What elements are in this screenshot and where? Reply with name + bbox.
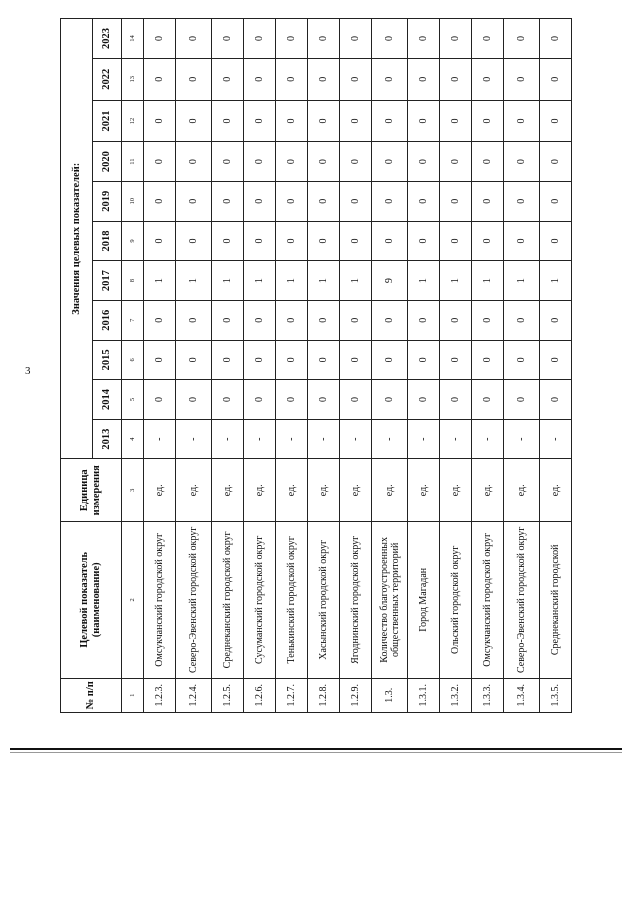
row-value: 0 [340,181,372,221]
row-value: 0 [340,58,372,100]
column-number: 3 [122,459,144,522]
row-unit: ед. [244,459,276,522]
row-value: 0 [408,300,440,340]
row-value: 0 [212,100,244,142]
year-header: 2018 [93,221,122,261]
year-header: 2016 [93,300,122,340]
row-value: - [504,419,540,459]
table-row [408,19,440,713]
row-value: 0 [276,58,308,100]
row-value: 0 [308,181,340,221]
row-value: 0 [472,100,504,142]
table-row [244,19,276,713]
row-value: 0 [408,340,440,380]
year-header: 2022 [93,58,122,100]
row-value: 0 [504,300,540,340]
column-number: 4 [122,419,144,459]
year-header: 2017 [93,261,122,301]
row-value: 0 [540,221,572,261]
column-number-row [122,19,144,713]
row-value: 0 [340,142,372,182]
row-value: 0 [212,340,244,380]
row-value: 0 [440,340,472,380]
table-row [144,19,176,713]
row-unit: ед. [340,459,372,522]
row-number: 1.3.4. [504,678,540,712]
page-number: 3 [25,365,31,377]
row-value: 0 [340,380,372,420]
row-value: - [212,419,244,459]
row-value: 0 [540,181,572,221]
row-value: 0 [212,19,244,59]
row-value: 0 [308,58,340,100]
row-value: 1 [276,261,308,301]
row-value: 0 [408,221,440,261]
row-value: 0 [308,100,340,142]
row-value: 0 [308,221,340,261]
row-value: 0 [176,58,212,100]
row-number: 1.2.6. [244,678,276,712]
row-number: 1.2.7. [276,678,308,712]
row-value: - [276,419,308,459]
row-value: 0 [340,340,372,380]
row-value: 0 [276,181,308,221]
column-number: 5 [122,380,144,420]
table-row [176,19,212,713]
row-value: 0 [276,221,308,261]
row-value: - [372,419,408,459]
row-value: 0 [212,58,244,100]
year-header: 2013 [93,419,122,459]
row-value: 0 [212,380,244,420]
row-value: 0 [472,221,504,261]
row-value: 0 [308,19,340,59]
row-value: 0 [244,300,276,340]
table-row [440,19,472,713]
row-value: 0 [276,142,308,182]
row-value: 0 [504,340,540,380]
bottom-rule [10,748,622,750]
rotated-table-container [60,18,560,713]
row-name: Омсукчанский городской округ [144,522,176,679]
header-indicator: Целевой показатель (наименование) [61,522,122,679]
header-num: № п/п [61,678,122,712]
row-value: 0 [372,19,408,59]
row-value: 1 [540,261,572,301]
row-value: 0 [372,100,408,142]
column-number: 12 [122,100,144,142]
column-number: 1 [122,678,144,712]
row-value: 0 [440,100,472,142]
row-value: 0 [276,300,308,340]
row-value: 0 [144,58,176,100]
row-value: 0 [440,221,472,261]
row-value: 0 [440,300,472,340]
header-unit: Единица измерения [61,459,122,522]
row-value: 0 [504,380,540,420]
row-value: 0 [372,221,408,261]
row-value: - [540,419,572,459]
row-unit: ед. [308,459,340,522]
row-value: 0 [540,58,572,100]
row-value: 0 [504,221,540,261]
row-value: 0 [276,100,308,142]
row-name: Тенькинский городской округ [276,522,308,679]
row-number: 1.2.4. [176,678,212,712]
row-value: 0 [308,142,340,182]
row-value: 0 [440,58,472,100]
row-name: Северо-Эвенский городской округ [504,522,540,679]
row-value: 1 [308,261,340,301]
row-value: 0 [144,380,176,420]
row-unit: ед. [440,459,472,522]
row-number: 1.3.5. [540,678,572,712]
row-unit: ед. [144,459,176,522]
row-value: 0 [340,19,372,59]
row-number: 1.3.1. [408,678,440,712]
row-value: 0 [244,100,276,142]
row-value: 0 [176,340,212,380]
row-unit: ед. [504,459,540,522]
row-value: 0 [340,100,372,142]
row-value: 0 [540,300,572,340]
row-value: 0 [176,19,212,59]
row-value: 0 [504,142,540,182]
row-value: - [144,419,176,459]
row-unit: ед. [372,459,408,522]
row-value: 0 [340,221,372,261]
row-value: - [408,419,440,459]
row-value: 0 [144,221,176,261]
row-value: 0 [540,380,572,420]
row-value: 0 [144,181,176,221]
row-value: 0 [276,340,308,380]
row-value: 0 [144,340,176,380]
row-value: 0 [144,142,176,182]
row-value: 1 [176,261,212,301]
row-number: 1.3. [372,678,408,712]
row-value: 0 [408,181,440,221]
table-row [212,19,244,713]
column-number: 9 [122,221,144,261]
row-value: 1 [212,261,244,301]
row-value: 0 [540,142,572,182]
table-row [472,19,504,713]
row-unit: ед. [176,459,212,522]
year-header: 2020 [93,142,122,182]
row-name: Город Магадан [408,522,440,679]
row-value: 0 [540,19,572,59]
row-number: 1.2.5. [212,678,244,712]
row-name: Среднеканский городской [540,522,572,679]
row-value: 0 [176,181,212,221]
row-value: 0 [408,380,440,420]
row-value: 0 [244,19,276,59]
row-value: 1 [440,261,472,301]
row-value: 0 [372,181,408,221]
row-value: 0 [408,58,440,100]
row-value: 0 [440,142,472,182]
column-number: 13 [122,58,144,100]
year-header: 2015 [93,340,122,380]
row-value: - [440,419,472,459]
row-value: 0 [144,100,176,142]
row-value: 0 [472,380,504,420]
bottom-rule-thin [10,752,622,753]
row-value: - [340,419,372,459]
row-value: 1 [408,261,440,301]
row-number: 1.3.2. [440,678,472,712]
row-number: 1.3.3. [472,678,504,712]
column-number: 14 [122,19,144,59]
table-row [276,19,308,713]
row-number: 1.2.3. [144,678,176,712]
row-number: 1.2.8. [308,678,340,712]
row-name: Количество благоустроенных общественных территорий [372,522,408,679]
table-row [504,19,540,713]
row-name: Среднеканский городской округ [212,522,244,679]
header-values-group: Значения целевых показателей: [61,19,93,459]
row-value: 0 [372,340,408,380]
row-value: 0 [308,300,340,340]
row-value: 0 [308,380,340,420]
row-value: 0 [176,100,212,142]
row-value: - [176,419,212,459]
row-value: 0 [212,142,244,182]
row-value: 0 [144,300,176,340]
row-value: 0 [244,58,276,100]
row-value: 0 [176,380,212,420]
row-value: 1 [244,261,276,301]
column-number: 11 [122,142,144,182]
column-number: 8 [122,261,144,301]
row-value: 0 [212,181,244,221]
row-name: Ягоднинский городской округ [340,522,372,679]
row-value: 1 [144,261,176,301]
row-value: 0 [308,340,340,380]
row-value: 0 [440,380,472,420]
row-value: 0 [372,58,408,100]
row-value: 0 [472,181,504,221]
row-value: 0 [372,380,408,420]
year-header: 2019 [93,181,122,221]
row-value: 0 [472,19,504,59]
row-value: 0 [176,221,212,261]
row-value: 0 [212,221,244,261]
row-value: 0 [176,142,212,182]
row-name: Ольский городской округ [440,522,472,679]
row-unit: ед. [408,459,440,522]
row-value: 0 [244,340,276,380]
row-unit: ед. [276,459,308,522]
row-value: 0 [244,142,276,182]
row-value: 0 [472,58,504,100]
row-value: 0 [144,19,176,59]
row-value: 0 [408,100,440,142]
row-value: 9 [372,261,408,301]
row-value: 0 [504,181,540,221]
row-value: 0 [440,181,472,221]
column-number: 6 [122,340,144,380]
row-name: Северо-Эвенский городской округ [176,522,212,679]
row-value: 0 [244,181,276,221]
row-value: 0 [276,19,308,59]
row-unit: ед. [472,459,504,522]
row-value: 0 [372,300,408,340]
row-value: 1 [472,261,504,301]
row-number: 1.2.9. [340,678,372,712]
table-body [144,19,572,713]
row-name: Хасынский городской округ [308,522,340,679]
row-value: 1 [504,261,540,301]
column-number: 2 [122,522,144,679]
row-value: 0 [472,300,504,340]
row-value: 0 [540,340,572,380]
row-value: 0 [440,19,472,59]
row-value: 0 [408,19,440,59]
column-number: 10 [122,181,144,221]
row-value: 0 [176,300,212,340]
row-value: 0 [472,142,504,182]
row-unit: ед. [540,459,572,522]
row-name: Сусуманский городской округ [244,522,276,679]
year-header: 2021 [93,100,122,142]
row-value: 0 [244,380,276,420]
column-number: 7 [122,300,144,340]
year-header: 2023 [93,19,122,59]
table-row [540,19,572,713]
row-value: 0 [372,142,408,182]
row-value: - [472,419,504,459]
target-indicators-table [60,18,572,713]
row-value: 0 [540,100,572,142]
table-row [372,19,408,713]
table-row [340,19,372,713]
row-unit: ед. [212,459,244,522]
row-value: 0 [340,300,372,340]
row-name: Омсукчанский городской округ [472,522,504,679]
row-value: 1 [340,261,372,301]
row-value: 0 [212,300,244,340]
table-row [308,19,340,713]
year-header: 2014 [93,380,122,420]
row-value: 0 [244,221,276,261]
row-value: - [244,419,276,459]
row-value: 0 [504,100,540,142]
row-value: 0 [504,58,540,100]
row-value: - [308,419,340,459]
row-value: 0 [472,340,504,380]
row-value: 0 [276,380,308,420]
row-value: 0 [408,142,440,182]
row-value: 0 [504,19,540,59]
